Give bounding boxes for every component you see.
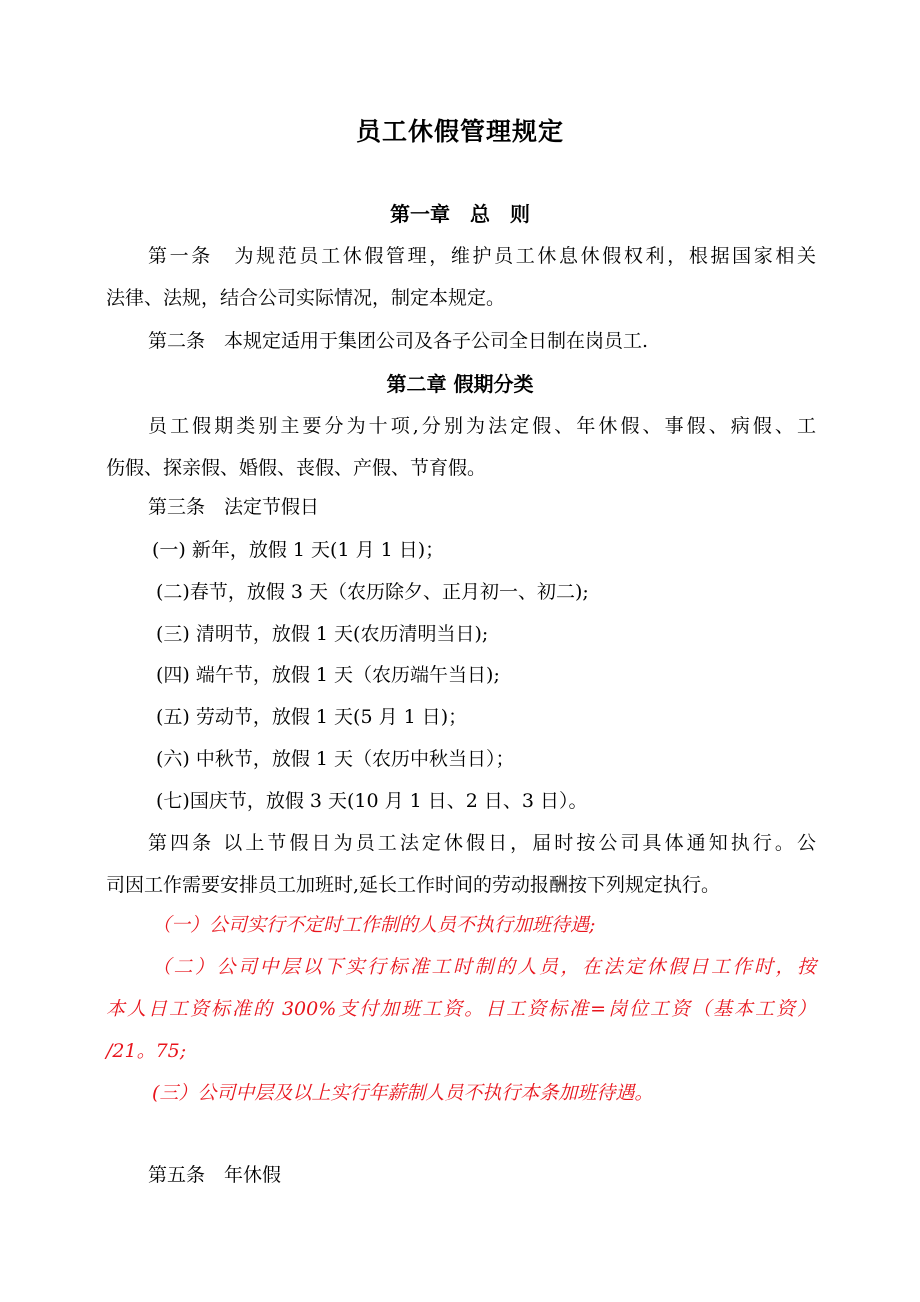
holiday-item: (三) 清明节，放假 1 天(农历清明当日); xyxy=(156,623,489,645)
overtime-rule-2-line-3: /21。75; xyxy=(106,1040,187,1062)
article-5-heading: 第五条 年休假 xyxy=(148,1164,282,1186)
holiday-item: (五) 劳动节，放假 1 天(5 月 1 日)； xyxy=(156,706,468,728)
chapter-2-intro-line-1: 员工假期类别主要分为十项,分别为法定假、年休假、事假、病假、工 xyxy=(148,415,816,437)
chapter-1-heading: 第一章 总 则 xyxy=(390,202,530,226)
overtime-rule-2-line-1: （二）公司中层以下实行标准工时制的人员，在法定休假日工作时，按 xyxy=(152,956,816,978)
document-title: 员工休假管理规定 xyxy=(355,117,564,146)
holiday-item: (六) 中秋节，放假 1 天（农历中秋当日）； xyxy=(156,748,515,770)
article-3-heading: 第三条 法定节假日 xyxy=(148,496,320,518)
holiday-item: (二)春节，放假 3 天（农历除夕、正月初一、初二); xyxy=(156,581,589,603)
holiday-item: (七)国庆节，放假 3 天(10 月 1 日、2 日、3 日）。 xyxy=(156,790,588,812)
article-2: 第二条 本规定适用于集团公司及各子公司全日制在岗员工. xyxy=(148,330,649,352)
chapter-2-intro-line-2: 伤假、探亲假、婚假、丧假、产假、节育假。 xyxy=(106,457,487,479)
article-1-line-2: 法律、法规，结合公司实际情况，制定本规定。 xyxy=(106,287,506,309)
overtime-rule-1: （一）公司实行不定时工作制的人员不执行加班待遇; xyxy=(152,914,596,936)
holiday-item: (一) 新年，放假 1 天(1 月 1 日)； xyxy=(152,539,445,561)
overtime-rule-2-line-2: 本人日工资标准的 300%支付加班工资。日工资标准=岗位工资（基本工资） xyxy=(106,998,816,1020)
overtime-rule-3: (三）公司中层及以上实行年薪制人员不执行本条加班待遇。 xyxy=(152,1082,654,1104)
article-4-line-2: 司因工作需要安排员工加班时,延长工作时间的劳动报酬按下列规定执行。 xyxy=(106,874,721,896)
article-4-line-1: 第四条 以上节假日为员工法定休假日，届时按公司具体通知执行。公 xyxy=(148,832,816,854)
article-1-line-1: 第一条 为规范员工休假管理，维护员工休息休假权利，根据国家相关 xyxy=(148,245,816,267)
chapter-2-heading: 第二章 假期分类 xyxy=(386,372,534,396)
holiday-item: (四) 端午节，放假 1 天（农历端午当日); xyxy=(156,664,500,686)
